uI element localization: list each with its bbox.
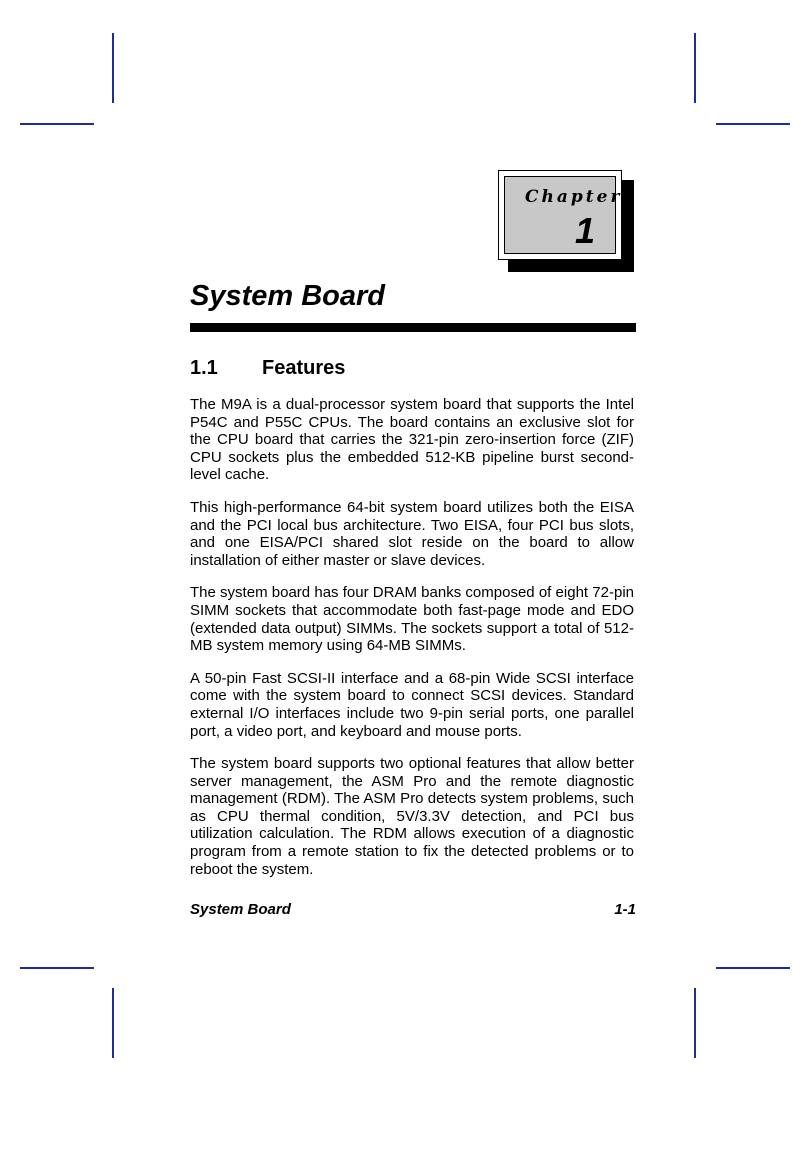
footer-title: System Board xyxy=(190,901,291,918)
chapter-number: 1 xyxy=(574,210,595,251)
section-number: 1.1 xyxy=(190,357,218,379)
crop-mark-bottom-left-horizontal xyxy=(20,967,94,969)
title-rule xyxy=(190,323,636,332)
body-text xyxy=(190,396,634,893)
crop-mark-bottom-left-vertical xyxy=(112,988,114,1058)
chapter-box xyxy=(498,170,622,260)
page-title: System Board xyxy=(190,280,386,312)
section-heading xyxy=(190,357,345,380)
crop-mark-top-right-vertical xyxy=(694,33,696,103)
crop-mark-top-left-vertical xyxy=(112,33,114,103)
paragraph: The system board has four DRAM banks composed of eight 72-pin SIMM sockets that accommodate both fast-page mode and EDO (extended data output) SIMMs. The sockets support a total of 512-MB system memory using 64-MB SIMMs. xyxy=(190,584,634,655)
paragraph: The system board supports two optional features that allow better server management, the ASM Pro and the remote diagnostic management (RDM). The ASM Pro detects system problems, such as CPU thermal condition, 5V/3.3V detection, and PCI bus utilization calculation. The RDM allows execution of a diagnostic program from a remote station to fix the detected problems or to reboot the system. xyxy=(190,755,634,878)
chapter-box-inner xyxy=(504,176,623,254)
page-number: 1-1 xyxy=(614,901,636,918)
section-title: Features xyxy=(262,357,346,379)
crop-mark-bottom-right-vertical xyxy=(694,988,696,1058)
paragraph: A 50-pin Fast SCSI-II interface and a 68-pin Wide SCSI interface come with the system board to connect SCSI devices. Standard external I/O interfaces include two 9-pin serial ports, one parallel port, a video port, and keyboard and mouse ports. xyxy=(190,669,634,740)
paragraph: The M9A is a dual-processor system board that supports the Intel P54C and P55C CPUs. The board contains an exclusive slot for the CPU board that carries the 321-pin zero-insertion force (ZIF) CPU sockets plus the embedded 512-KB pipeline burst second-level cache. xyxy=(190,396,634,484)
crop-mark-top-right-horizontal xyxy=(716,123,790,125)
crop-mark-top-left-horizontal xyxy=(20,123,94,125)
crop-mark-bottom-right-horizontal xyxy=(716,967,790,969)
chapter-label: Chapter xyxy=(525,187,623,207)
paragraph: This high-performance 64-bit system board utilizes both the EISA and the PCI local bus architecture. Two EISA, four PCI bus slots, and one EISA/PCI shared slot reside on the board to allow installation of either master or slave devices. xyxy=(190,498,634,569)
page-footer xyxy=(190,901,636,918)
